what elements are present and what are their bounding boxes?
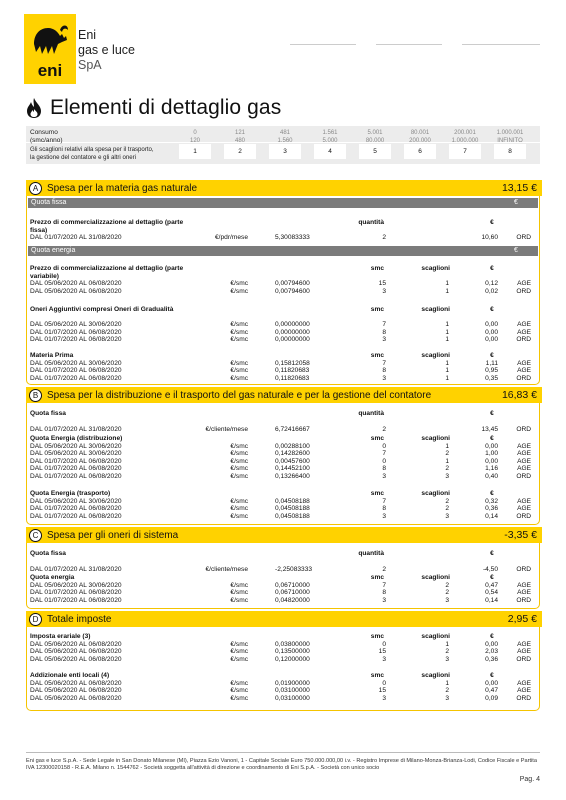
row-quantity: 3 bbox=[382, 512, 386, 520]
header-scaglioni: scaglioni bbox=[421, 306, 450, 313]
row-amount: 0,12 bbox=[485, 280, 498, 287]
row-scaglione: 2 bbox=[445, 505, 449, 512]
row-quantity: 2 bbox=[382, 565, 386, 573]
row-unit: €/smc bbox=[230, 287, 248, 295]
row-unit-price: -2,25083333 bbox=[275, 565, 313, 573]
row-amount: -4,50 bbox=[482, 565, 498, 573]
row-unit: €/smc bbox=[230, 512, 248, 520]
row-unit: €/smc bbox=[230, 359, 248, 367]
row-period: DAL 05/06/2020 AL 30/06/2020 bbox=[30, 450, 122, 457]
row-period: DAL 05/06/2020 AL 06/08/2020 bbox=[30, 679, 122, 687]
row-scaglione: 1 bbox=[445, 442, 449, 450]
row-quantity: 0 bbox=[382, 457, 386, 465]
section-title: Spesa per la materia gas naturale bbox=[47, 182, 198, 194]
row-quantity: 8 bbox=[382, 465, 386, 472]
consumo-range: 481 1.560 bbox=[277, 130, 293, 144]
row-scaglione: 1 bbox=[445, 328, 449, 336]
header-eur: € bbox=[490, 490, 494, 497]
row-unit: €/smc bbox=[230, 457, 248, 465]
row-unit-price: 0,00000000 bbox=[275, 321, 310, 328]
row-quantity: 15 bbox=[378, 280, 386, 287]
row-scaglione: 3 bbox=[445, 472, 449, 480]
consumo-range: 121 480 bbox=[234, 130, 245, 144]
row-type: AGE bbox=[517, 505, 531, 512]
row-unit-price: 0,04508188 bbox=[275, 505, 310, 512]
row-type: ORD bbox=[516, 336, 531, 343]
header-smc: smc bbox=[370, 352, 384, 359]
scaglione-box: 1 bbox=[179, 144, 211, 159]
row-unit-price: 0,03100000 bbox=[275, 694, 310, 702]
row-amount: 0,09 bbox=[485, 694, 498, 702]
row-type: AGE bbox=[517, 679, 531, 687]
header-scaglioni: scaglioni bbox=[421, 435, 450, 442]
section-a-header bbox=[26, 180, 542, 196]
row-period: DAL 01/07/2020 AL 06/08/2020 bbox=[30, 472, 122, 480]
row-quantity: 0 bbox=[382, 442, 386, 450]
row-period: DAL 05/06/2020 AL 06/08/2020 bbox=[30, 648, 122, 655]
header-scaglioni: scaglioni bbox=[421, 672, 450, 679]
row-quantity: 7 bbox=[382, 321, 386, 328]
row-amount: 0,54 bbox=[485, 589, 498, 596]
row-type: AGE bbox=[517, 687, 531, 694]
section-total: 13,15 € bbox=[501, 182, 537, 194]
row-unit-price: 0,06710000 bbox=[275, 581, 310, 589]
block-title: Materia Prima bbox=[30, 352, 74, 359]
svg-text:eni: eni bbox=[37, 61, 63, 80]
row-unit-price: 0,15812058 bbox=[275, 359, 310, 367]
scaglioni-label: Gli scaglioni relativi alla spesa per il trasporto, la gestione del contatore e gli altri oneri bbox=[30, 146, 154, 161]
row-type: AGE bbox=[517, 457, 531, 465]
row-period: DAL 01/07/2020 AL 06/08/2020 bbox=[30, 336, 122, 343]
row-type: AGE bbox=[517, 367, 531, 374]
row-quantity: 7 bbox=[382, 581, 386, 589]
row-scaglione: 2 bbox=[445, 589, 449, 596]
block-title: Oneri Aggiuntivi compresi Oneri di Gradualità bbox=[30, 306, 174, 313]
row-period: DAL 01/07/2020 AL 06/08/2020 bbox=[30, 328, 122, 336]
flame-icon bbox=[26, 97, 42, 119]
row-quantity: 0 bbox=[382, 679, 386, 687]
brand-name: Eni gas e luce SpA bbox=[78, 28, 135, 72]
row-unit-price: 0,03100000 bbox=[275, 687, 310, 694]
row-period: DAL 01/07/2020 AL 06/08/2020 bbox=[30, 596, 122, 604]
row-amount: 0,14 bbox=[485, 512, 498, 520]
row-type: AGE bbox=[517, 589, 531, 596]
row-unit: €/smc bbox=[230, 374, 248, 382]
block-title: Imposta erariale (3) bbox=[30, 633, 91, 640]
scaglione-box: 8 bbox=[494, 144, 526, 159]
row-unit: €/smc bbox=[230, 442, 248, 450]
section-letter: A bbox=[29, 182, 42, 195]
row-unit-price: 0,00794600 bbox=[275, 287, 310, 295]
header-eur: € bbox=[490, 265, 494, 272]
row-scaglione: 2 bbox=[445, 648, 449, 655]
block-title: Prezzo di commercializzazione al dettaglio (parte fissa) bbox=[30, 219, 184, 234]
section-title: Spesa per la distribuzione e il trasporto del gas naturale e per la gestione del contatore bbox=[47, 389, 432, 401]
row-quantity: 3 bbox=[382, 374, 386, 382]
row-amount: 0,32 bbox=[485, 497, 498, 505]
header-eur: € bbox=[490, 306, 494, 313]
block-title: Quota Energia (trasporto) bbox=[30, 490, 111, 497]
row-period: DAL 05/06/2020 AL 06/08/2020 bbox=[30, 687, 122, 694]
header-smc: smc bbox=[370, 265, 384, 272]
scaglione-box: 3 bbox=[269, 144, 301, 159]
row-unit: €/smc bbox=[230, 581, 248, 589]
row-type: ORD bbox=[516, 565, 531, 573]
scaglione-box: 2 bbox=[224, 144, 256, 159]
header-eur: € bbox=[490, 633, 494, 640]
row-type: AGE bbox=[517, 280, 531, 287]
row-period: DAL 05/06/2020 AL 30/06/2020 bbox=[30, 321, 122, 328]
row-type: ORD bbox=[516, 287, 531, 295]
header-eur: € bbox=[490, 352, 494, 359]
header-eur: € bbox=[490, 410, 494, 417]
consumo-range: 80.001 200.000 bbox=[409, 130, 431, 144]
row-unit-price: 0,13266400 bbox=[275, 472, 310, 480]
row-amount: 1,00 bbox=[485, 450, 498, 457]
row-unit: €/smc bbox=[230, 655, 248, 663]
row-amount: 0,36 bbox=[485, 505, 498, 512]
row-scaglione: 2 bbox=[445, 687, 449, 694]
quota-fissa-bar: Quota fissa € bbox=[28, 198, 538, 208]
row-scaglione: 3 bbox=[445, 512, 449, 520]
scaglione-box: 7 bbox=[449, 144, 481, 159]
row-unit: €/smc bbox=[230, 596, 248, 604]
row-period: DAL 05/06/2020 AL 06/08/2020 bbox=[30, 694, 122, 702]
row-quantity: 0 bbox=[382, 640, 386, 648]
row-unit-price: 5,30083333 bbox=[275, 234, 310, 241]
page-title: Elementi di dettaglio gas bbox=[26, 96, 281, 120]
section-total: 2,95 € bbox=[507, 613, 537, 625]
row-period: DAL 05/06/2020 AL 06/08/2020 bbox=[30, 280, 122, 287]
row-type: AGE bbox=[517, 648, 531, 655]
block-title: Quota fissa bbox=[30, 410, 66, 417]
row-scaglione: 2 bbox=[445, 497, 449, 505]
row-type: AGE bbox=[517, 359, 531, 367]
row-period: DAL 05/06/2020 AL 30/06/2020 bbox=[30, 442, 122, 450]
row-period: DAL 01/07/2020 AL 06/08/2020 bbox=[30, 505, 122, 512]
row-period: DAL 05/06/2020 AL 06/08/2020 bbox=[30, 640, 122, 648]
row-period: DAL 05/06/2020 AL 06/08/2020 bbox=[30, 287, 122, 295]
header-eur: € bbox=[490, 574, 494, 581]
header-smc: smc bbox=[370, 306, 384, 313]
row-quantity: 15 bbox=[378, 648, 386, 655]
header-scaglioni: scaglioni bbox=[421, 352, 450, 359]
row-unit: €/smc bbox=[230, 336, 248, 343]
row-unit: €/smc bbox=[230, 589, 248, 596]
header-smc: smc bbox=[370, 574, 384, 581]
scaglione-box: 6 bbox=[404, 144, 436, 159]
row-period: DAL 01/07/2020 AL 06/08/2020 bbox=[30, 512, 122, 520]
row-unit-price: 0,13500000 bbox=[275, 648, 310, 655]
row-type: ORD bbox=[516, 596, 531, 604]
row-type: ORD bbox=[516, 655, 531, 663]
header-quantita: quantità bbox=[358, 219, 384, 226]
row-quantity: 3 bbox=[382, 655, 386, 663]
row-quantity: 3 bbox=[382, 596, 386, 604]
header-smc: smc bbox=[370, 490, 384, 497]
row-scaglione: 1 bbox=[445, 367, 449, 374]
row-type: AGE bbox=[517, 450, 531, 457]
row-amount: 0,00 bbox=[485, 328, 498, 336]
row-unit-price: 0,11820683 bbox=[275, 374, 310, 382]
row-unit-price: 0,12000000 bbox=[275, 655, 310, 663]
row-amount: 2,03 bbox=[485, 648, 498, 655]
row-unit-price: 0,00000000 bbox=[275, 328, 310, 336]
row-period: DAL 01/07/2020 AL 06/08/2020 bbox=[30, 589, 122, 596]
row-unit: €/smc bbox=[230, 321, 248, 328]
row-scaglione: 1 bbox=[445, 374, 449, 382]
row-scaglione: 3 bbox=[445, 596, 449, 604]
row-amount: 0,40 bbox=[485, 472, 498, 480]
quota-energia-bar: Quota energia € bbox=[28, 246, 538, 256]
header-smc: smc bbox=[370, 633, 384, 640]
row-unit-price: 0,00794600 bbox=[275, 280, 310, 287]
row-type: AGE bbox=[517, 640, 531, 648]
section-letter: D bbox=[29, 613, 42, 626]
row-type: ORD bbox=[516, 234, 531, 241]
row-quantity: 8 bbox=[382, 328, 386, 336]
row-amount: 13,45 bbox=[481, 425, 498, 433]
section-letter: C bbox=[29, 529, 42, 542]
row-amount: 0,00 bbox=[485, 640, 498, 648]
row-period: DAL 01/07/2020 AL 31/08/2020 bbox=[30, 234, 122, 241]
block-title: Quota fissa bbox=[30, 550, 66, 557]
row-scaglione: 2 bbox=[445, 581, 449, 589]
row-unit-price: 0,03800000 bbox=[275, 640, 310, 648]
row-quantity: 3 bbox=[382, 336, 386, 343]
row-quantity: 8 bbox=[382, 367, 386, 374]
row-amount: 0,00 bbox=[485, 442, 498, 450]
row-scaglione: 1 bbox=[445, 359, 449, 367]
row-amount: 0,00 bbox=[485, 457, 498, 465]
row-type: AGE bbox=[517, 442, 531, 450]
page-number: Pag. 4 bbox=[519, 776, 540, 783]
consumo-range: 5.001 80.000 bbox=[365, 130, 385, 144]
header-scaglioni: scaglioni bbox=[421, 490, 450, 497]
row-amount: 0,35 bbox=[485, 374, 498, 382]
header-eur: € bbox=[490, 435, 494, 442]
row-quantity: 3 bbox=[382, 694, 386, 702]
row-scaglione: 2 bbox=[445, 465, 449, 472]
consumption-bands-table bbox=[26, 126, 540, 164]
row-amount: 0,00 bbox=[485, 321, 498, 328]
row-type: AGE bbox=[517, 328, 531, 336]
row-type: ORD bbox=[516, 512, 531, 520]
header-quantita: quantità bbox=[358, 550, 384, 557]
section-title: Spesa per gli oneri di sistema bbox=[47, 529, 179, 541]
consumo-range: 0 120 bbox=[189, 130, 200, 144]
section-total: 16,83 € bbox=[501, 389, 537, 401]
row-unit-price: 6,72416667 bbox=[275, 425, 310, 433]
row-unit-price: 0,00000000 bbox=[275, 336, 310, 343]
row-type: AGE bbox=[517, 497, 531, 505]
row-unit-price: 0,06710000 bbox=[275, 589, 310, 596]
row-amount: 0,00 bbox=[485, 679, 498, 687]
consumo-label: Consumo (smc/anno) bbox=[30, 129, 63, 144]
row-unit-price: 0,11820683 bbox=[275, 367, 310, 374]
row-unit: €/smc bbox=[230, 497, 248, 505]
row-period: DAL 01/07/2020 AL 06/08/2020 bbox=[30, 367, 122, 374]
header-eur: € bbox=[490, 672, 494, 679]
row-unit: €/smc bbox=[230, 367, 248, 374]
row-unit: €/smc bbox=[230, 694, 248, 702]
row-unit: €/smc bbox=[230, 328, 248, 336]
row-scaglione: 1 bbox=[445, 457, 449, 465]
row-scaglione: 3 bbox=[445, 655, 449, 663]
row-amount: 1,11 bbox=[485, 359, 498, 367]
row-unit: €/smc bbox=[230, 450, 248, 457]
row-unit: €/cliente/mese bbox=[205, 425, 248, 433]
header-eur: € bbox=[490, 219, 494, 226]
scaglione-box: 5 bbox=[359, 144, 391, 159]
consumo-range: 1.561 5.000 bbox=[322, 130, 338, 144]
row-unit-price: 0,00457600 bbox=[275, 457, 310, 465]
row-scaglione: 3 bbox=[445, 694, 449, 702]
row-period: DAL 01/07/2020 AL 06/08/2020 bbox=[30, 457, 122, 465]
row-period: DAL 05/06/2020 AL 30/06/2020 bbox=[30, 581, 122, 589]
row-period: DAL 05/06/2020 AL 06/08/2020 bbox=[30, 655, 122, 663]
header-smc: smc bbox=[370, 435, 384, 442]
block-title: Quota energia bbox=[30, 574, 75, 581]
row-unit-price: 0,04820000 bbox=[275, 596, 310, 604]
row-amount: 1,16 bbox=[485, 465, 498, 472]
row-amount: 0,36 bbox=[485, 655, 498, 663]
row-type: ORD bbox=[516, 694, 531, 702]
row-scaglione: 1 bbox=[445, 321, 449, 328]
row-unit: €/smc bbox=[230, 640, 248, 648]
footer-legal-text: Eni gas e luce S.p.A. - Sede Legale in San Donato Milanese (MI), Piazza Ezio Vanoni, 1 - Capitale Sociale Euro 750.000.000,00 i.v. - Registro Imprese di Milano-Monza-Brianza-Lodi, Codice Fiscale e Partita IVA 12300020158 - R.E.A. Milano n. 1544762 - Società soggetta all'attività di direzione e coordinamento di Eni S.p.A. - Società con unico socio bbox=[26, 758, 537, 771]
header-quantita: quantità bbox=[358, 410, 384, 417]
row-amount: 10,60 bbox=[481, 234, 498, 241]
row-unit: €/smc bbox=[230, 505, 248, 512]
row-quantity: 2 bbox=[382, 425, 386, 433]
row-scaglione: 2 bbox=[445, 450, 449, 457]
eni-logo bbox=[24, 14, 76, 84]
row-amount: 0,14 bbox=[485, 596, 498, 604]
row-quantity: 15 bbox=[378, 687, 386, 694]
section-c-header bbox=[26, 527, 542, 543]
row-type: ORD bbox=[516, 425, 531, 433]
row-unit-price: 0,01900000 bbox=[275, 679, 310, 687]
scaglione-box: 4 bbox=[314, 144, 346, 159]
row-quantity: 3 bbox=[382, 472, 386, 480]
row-quantity: 7 bbox=[382, 450, 386, 457]
row-period: DAL 01/07/2020 AL 06/08/2020 bbox=[30, 465, 122, 472]
header-scaglioni: scaglioni bbox=[421, 633, 450, 640]
row-unit: €/cliente/mese bbox=[205, 565, 248, 573]
section-letter: B bbox=[29, 389, 42, 402]
row-unit: €/smc bbox=[230, 280, 248, 287]
row-type: ORD bbox=[516, 374, 531, 382]
row-unit-price: 0,04508188 bbox=[275, 512, 310, 520]
row-unit: €/smc bbox=[230, 472, 248, 480]
row-quantity: 3 bbox=[382, 287, 386, 295]
header-scaglioni: scaglioni bbox=[421, 265, 450, 272]
row-period: DAL 01/07/2020 AL 31/08/2020 bbox=[30, 425, 122, 433]
row-amount: 0,02 bbox=[485, 287, 498, 295]
row-unit-price: 0,04508188 bbox=[275, 497, 310, 505]
section-d-header bbox=[26, 611, 542, 627]
row-quantity: 2 bbox=[382, 234, 386, 241]
row-quantity: 7 bbox=[382, 359, 386, 367]
row-quantity: 7 bbox=[382, 497, 386, 505]
row-scaglione: 1 bbox=[445, 287, 449, 295]
row-scaglione: 1 bbox=[445, 640, 449, 648]
row-quantity: 8 bbox=[382, 505, 386, 512]
row-scaglione: 1 bbox=[445, 679, 449, 687]
consumo-range: 1.000.001 INFINITO bbox=[496, 130, 524, 144]
row-period: DAL 05/06/2020 AL 30/06/2020 bbox=[30, 497, 122, 505]
header-eur: € bbox=[490, 550, 494, 557]
row-unit: €/smc bbox=[230, 679, 248, 687]
row-amount: 0,47 bbox=[485, 581, 498, 589]
row-amount: 0,47 bbox=[485, 687, 498, 694]
block-title: Addizionale enti locali (4) bbox=[30, 672, 110, 679]
row-unit: €/smc bbox=[230, 648, 248, 655]
footer-divider bbox=[26, 752, 540, 753]
section-title: Totale imposte bbox=[47, 613, 112, 625]
section-total: -3,35 € bbox=[504, 529, 537, 541]
row-unit: €/smc bbox=[230, 687, 248, 694]
row-type: AGE bbox=[517, 581, 531, 589]
block-title: Quota Energia (distribuzione) bbox=[30, 435, 123, 442]
row-scaglione: 1 bbox=[445, 336, 449, 343]
row-scaglione: 1 bbox=[445, 280, 449, 287]
row-period: DAL 01/07/2020 AL 06/08/2020 bbox=[30, 374, 122, 382]
row-period: DAL 01/07/2020 AL 31/08/2020 bbox=[30, 565, 122, 573]
row-unit: €/smc bbox=[230, 465, 248, 472]
section-b-header bbox=[26, 387, 542, 403]
row-type: AGE bbox=[517, 321, 531, 328]
row-type: ORD bbox=[516, 472, 531, 480]
header-scaglioni: scaglioni bbox=[421, 574, 450, 581]
header-smc: smc bbox=[370, 672, 384, 679]
row-unit: €/pdr/mese bbox=[215, 234, 248, 241]
consumo-range: 200.001 1.000.000 bbox=[451, 130, 479, 144]
row-type: AGE bbox=[517, 465, 531, 472]
row-period: DAL 05/06/2020 AL 30/06/2020 bbox=[30, 359, 122, 367]
row-unit-price: 0,00288100 bbox=[275, 442, 310, 450]
row-quantity: 8 bbox=[382, 589, 386, 596]
row-unit-price: 0,14282600 bbox=[275, 450, 310, 457]
row-unit-price: 0,14452100 bbox=[275, 465, 310, 472]
row-amount: 0,00 bbox=[485, 336, 498, 343]
row-amount: 0,95 bbox=[485, 367, 498, 374]
header-rules bbox=[290, 44, 540, 46]
block-title: Prezzo di commercializzazione al dettaglio (parte variabile) bbox=[30, 265, 184, 280]
